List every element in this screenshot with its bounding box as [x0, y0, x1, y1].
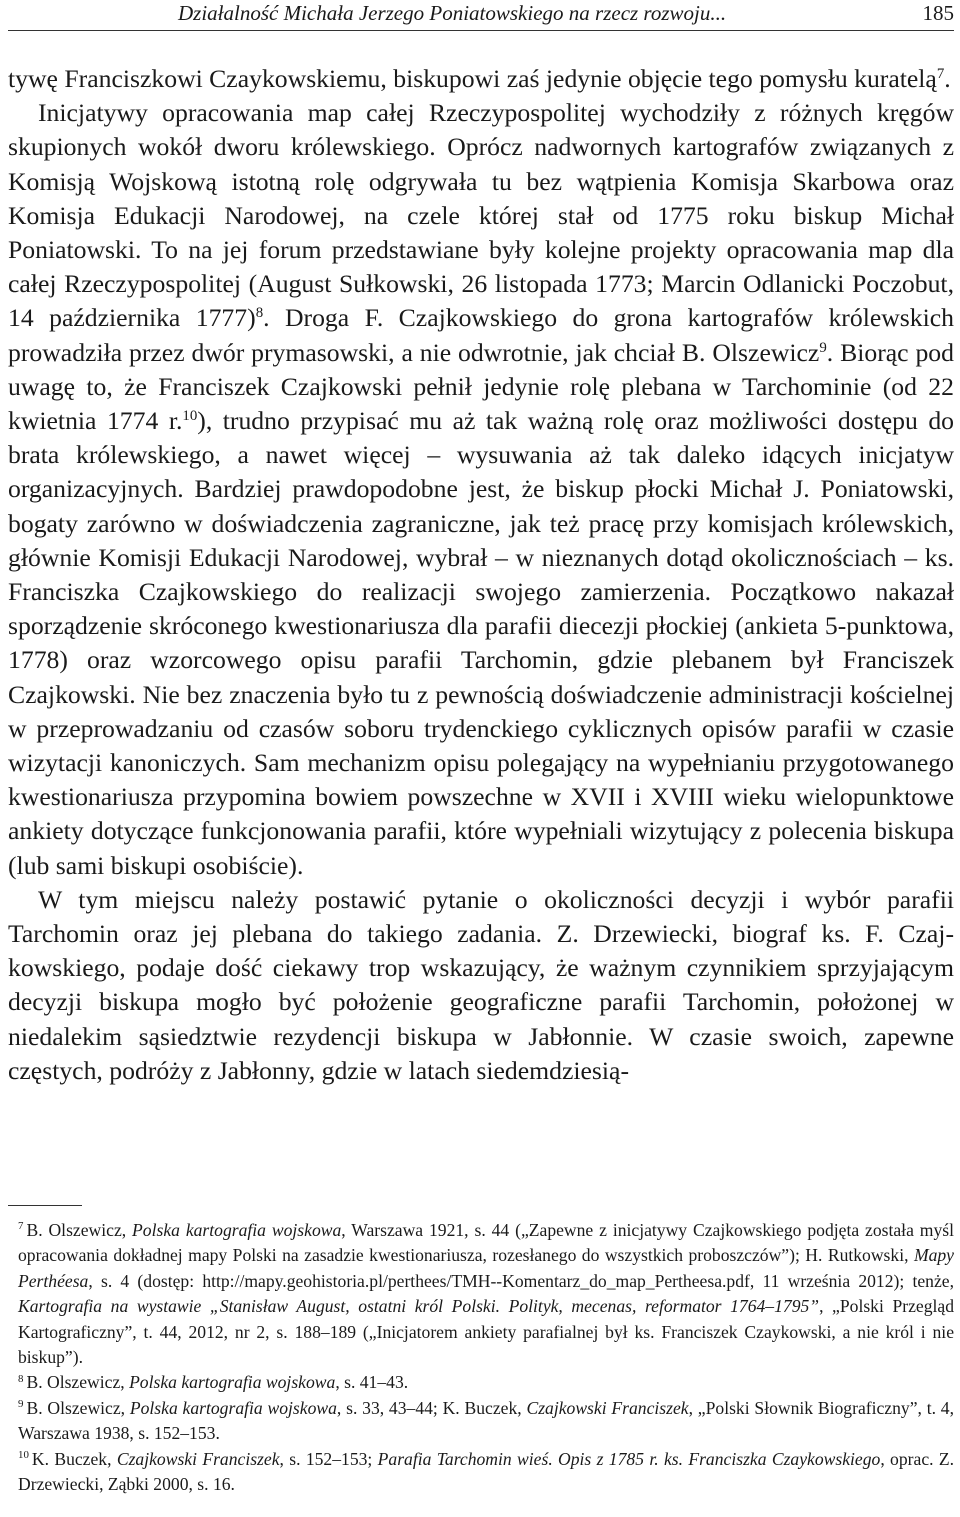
- footnote-title: Parafia Tarchomin wieś. Opis z 1785 r. ks. Franciszka Czaykowskiego: [377, 1448, 881, 1469]
- page-number: 185: [922, 1, 954, 25]
- footnote-text: , oprac. Z. Drzewiecki, Ząbki 2000, s. 16.: [18, 1448, 955, 1495]
- footnote-ref-10[interactable]: 10: [182, 407, 198, 424]
- footnote-text: , Warszawa 1921, s. 44 („Zapewne z inicjatywy Czajkowskiego podjęta została myśl opracowania dokładnej mapy Polski na zasadzie kwestionariusza, rozesłanego do wszystkich proboszczów”); H. Rutkowski,: [18, 1220, 954, 1266]
- paragraph-text: .: [944, 64, 951, 93]
- footnote-ref-7[interactable]: 7: [936, 65, 945, 82]
- footnote-text: B. Olszewicz,: [26, 1220, 133, 1240]
- running-title: Działalność Michała Jerzego Poniatowskiego na rzecz rozwoju...: [178, 1, 727, 25]
- footnote-title: Czajkowski Franciszek: [116, 1448, 280, 1469]
- paragraph-text: ), trudno przypisać mu aż tak ważną rolę oraz możliwości dostępu do brata królewskiego, a nawet więcej – wysuwania aż tak daleko idących inicjatyw organizacyjnych. Bardziej prawdopodobne jest, że biskup płocki Michał J. Poniatowski, bogaty zarówno w doświadczenia zagraniczne, jak też pracę przy komisjach królewskich, głównie Komisji Edukacji Narodowej, wybrał – w nieznanych dotąd okolicznościach – ks. Franciszka Czajkowskiego do realizacji swojego zamierzenia. Początkowo nakazał sporządzenie skróconego kwestionariusza dla parafii diecezji płockiej (ankieta 5-punktowa, 1778) oraz wzorcowego opisu parafii Tarchomin, gdzie plebanem był Franciszek Czajkowski. Nie bez znaczenia było tu z pewnością doświadczenie administracji kościelnej w przeprowadzaniu od czasów soboru trydenckiego cyklicznych opisów parafii w czasie wizytacji kanoniczych. Sam mechanizm opisu polegający na wypełnianiu przygotowanego kwestionariusza przypomina bowiem powszechne w XVII i XVIII wieku wielopunktowe ankiety dotyczące funkcjonowania parafii, które wypełniali wizytujący z polecenia biskupa (lub sami biskupi osobiście).: [8, 406, 955, 880]
- footnote-title: Czajkowski Franciszek: [526, 1397, 689, 1418]
- footnote-text: , s. 152–153;: [279, 1448, 378, 1469]
- footnote-text: , s. 33, 43–44; K. Buczek,: [336, 1397, 527, 1418]
- footnote-text: , s. 41–43.: [335, 1372, 409, 1393]
- paragraph-text: W tym miejscu należy postawić pytanie o okoliczności decyzji i wybór parafii Tarchomin oraz jej plebana do takiego zadania. Z. Drzewiecki, biograf ks. F. Czajkowskiego, podaje dość ciekawy trop wskazujący, że ważnym czynnikiem sprzyjającym decyzji biskupa mogło być położenie geograficzne parafii Tarchomin, położonej w niedalekim sąsiedztwie rezydencji biskupa w Jabłonnie. W czasie swoich, zapewne częstych, podróży z Jabłonny, gdzie w latach siedemdziesią-: [8, 884, 954, 1085]
- paragraph-text: tywę Franciszkowi Czaykowskiemu, biskupowi zaś jedynie objęcie tego pomysłu kuratelą: [8, 64, 937, 93]
- footnote-title: Polska kartografia wojskowa: [129, 1397, 337, 1418]
- paragraph-3: [8, 883, 954, 1088]
- footnote-8: [8, 1370, 954, 1395]
- footnote-number: 10: [18, 1448, 29, 1461]
- main-text: [8, 62, 954, 1088]
- footnote-title: Mapy Perthéesa: [18, 1245, 954, 1291]
- footnote-9: [8, 1396, 954, 1447]
- paragraph-text: . Biorąc pod uwagę to, że Franciszek Czajkowski pełnił jedynie rolę plebana w Tarchominie (od 22 kwietnia 1774 r.: [8, 337, 954, 436]
- footnote-10: [8, 1447, 954, 1498]
- book-page: [8, 0, 954, 1517]
- footnotes: [8, 1218, 954, 1497]
- paragraph-2: [8, 96, 954, 883]
- footnote-text: , „Polski Przegląd Kartograficzny”, t. 44, 2012, nr 2, s. 188–189 („Inicjatorem ankiety parafialnej był ks. Franciszek Czaykowski, a nie król i nie biskup”).: [18, 1296, 954, 1368]
- footnote-number: 7: [18, 1220, 24, 1233]
- footnote-separator: [8, 1205, 82, 1206]
- footnote-ref-9[interactable]: 9: [819, 339, 827, 356]
- paragraph-text: . Droga F. Czajkowskiego do grona kartografów królewskich prowadziła przez dwór prymasowski, a nie odwrotnie, jak chciał B. Olszewicz: [8, 303, 955, 367]
- paragraph-text: Inicjatywy opracowania map całej Rzeczypospolitej wychodziły z różnych kręgów skupionych wokół dworu królewskiego. Oprócz nadwornych kartografów związanych z Komisją Wojskową istotną rolę odgrywała tu bez wątpienia Komisja Skarbowa oraz Komisja Edukacji Narodowej, na czele której stał od 1775 roku biskup Michał Poniatowski. To na jej forum przedstawiane były kolejne projekty opracowania map dla całej Rzeczypospolitej (August Sułkowski, 26 listopada 1773; Marcin Odlanicki Poczobut, 14 października 1777): [8, 98, 954, 333]
- footnote-text: , s. 4 (dostęp: http://mapy.geohistoria.pl/perthees/TMH-⁠-Komentarz_do_map_Pertheesa.pdf, 11 września 2012); tenże,: [88, 1270, 954, 1291]
- footnote-text: , „Polski Słownik Biograficzny”, t. 4, Warszawa 1938, s. 152–153.: [18, 1397, 954, 1444]
- footnote-number: 8: [18, 1372, 24, 1385]
- footnote-text: K. Buczek,: [31, 1448, 117, 1469]
- paragraph-1: [8, 62, 954, 96]
- footnote-text: B. Olszewicz,: [26, 1372, 130, 1393]
- running-header: [8, 0, 954, 31]
- footnote-title: Kartografia na wystawie „Stanisław August, ostatni król Polski. Polityk, mecenas, reformator 1764–1795”: [18, 1296, 820, 1317]
- footnote-7: [8, 1218, 954, 1370]
- footnote-text: B. Olszewicz,: [26, 1397, 130, 1418]
- footnote-title: Polska kartografia wojskowa: [129, 1372, 336, 1393]
- footnote-title: Polska kartografia wojskowa: [132, 1220, 342, 1240]
- footnote-ref-8[interactable]: 8: [255, 305, 264, 322]
- footnote-number: 9: [18, 1398, 24, 1411]
